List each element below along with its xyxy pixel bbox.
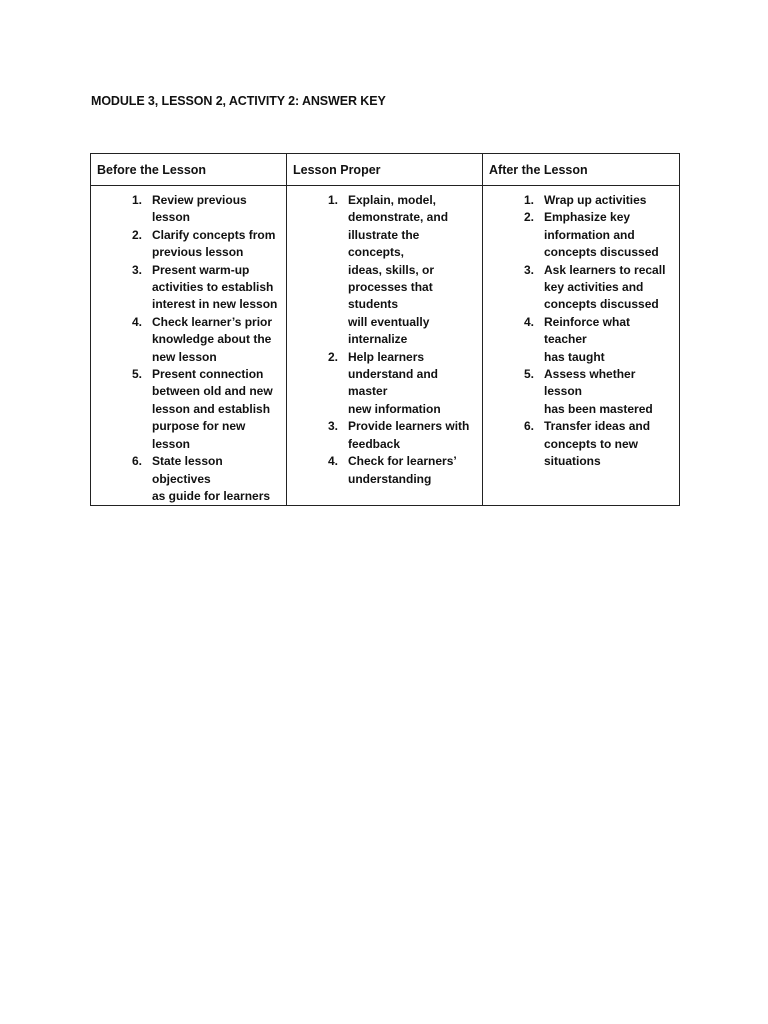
list-item — [483, 314, 673, 366]
header-before-the-lesson: Before the Lesson — [91, 154, 287, 186]
before-lesson-list — [91, 192, 280, 505]
list-item-text — [338, 192, 476, 349]
header-after-the-lesson: After the Lesson — [483, 154, 680, 186]
list-item-line: Wrap up activities — [544, 193, 647, 207]
cell-after-the-lesson — [483, 186, 680, 506]
list-item-text — [338, 418, 476, 453]
list-item-line: key activities and — [544, 280, 644, 295]
list-item-line: concepts to new — [544, 436, 639, 451]
list-item-number: 2. — [327, 349, 338, 364]
list-item-text — [338, 349, 476, 419]
list-item-text — [534, 209, 673, 261]
document-title: MODULE 3, LESSON 2, ACTIVITY 2: ANSWER KEY — [91, 94, 386, 108]
list-item-line: Check learner’s prior — [152, 314, 273, 329]
list-item-line: Review previous lesson — [152, 193, 247, 225]
list-item-line: has taught — [544, 349, 605, 364]
list-item-line: Emphasize key — [544, 210, 631, 225]
list-item-line: Explain, model, — [348, 193, 437, 207]
list-item — [91, 453, 280, 505]
list-item — [483, 262, 673, 314]
list-item-text — [338, 453, 476, 488]
list-item — [91, 314, 280, 366]
list-item — [287, 349, 476, 419]
list-item-line: concepts discussed — [544, 297, 659, 312]
list-item-line: demonstrate, and — [348, 210, 449, 225]
list-item-line: feedback — [348, 436, 401, 451]
list-item-text — [142, 192, 280, 227]
list-item — [91, 366, 280, 453]
list-item-line: Reinforce what teacher — [544, 314, 631, 347]
list-item-text — [142, 227, 280, 262]
list-item-line: Present warm-up — [152, 262, 250, 277]
list-item-number: 3. — [523, 262, 534, 277]
list-item-number: 3. — [327, 419, 338, 434]
lesson-proper-list — [287, 192, 476, 488]
list-item-line: Ask learners to recall — [544, 262, 666, 277]
list-item-number: 1. — [327, 193, 338, 207]
list-item-number: 4. — [327, 454, 338, 469]
list-item-line: Assess whether lesson — [544, 367, 636, 399]
list-item-line: new information — [348, 401, 441, 416]
cell-before-the-lesson — [91, 186, 287, 506]
list-item-line: Provide learners with — [348, 419, 470, 434]
list-item — [91, 262, 280, 314]
list-item-line: understanding — [348, 471, 432, 486]
list-item — [91, 192, 280, 227]
list-item-number: 4. — [131, 314, 142, 329]
cell-lesson-proper — [287, 186, 483, 506]
after-lesson-list — [483, 192, 673, 471]
list-item-line: lesson and establish — [152, 401, 271, 416]
list-item-line: activities to establish — [152, 280, 274, 295]
list-item-text — [142, 453, 280, 505]
list-item-line: concepts discussed — [544, 245, 659, 260]
list-item-text — [534, 262, 673, 314]
list-item-line: as guide for learners — [152, 488, 271, 503]
list-item-number: 3. — [131, 262, 142, 277]
list-item-line: new lesson — [152, 349, 217, 364]
list-item-number: 6. — [131, 454, 142, 469]
list-item-line: purpose for new lesson — [152, 419, 246, 451]
header-lesson-proper: Lesson Proper — [287, 154, 483, 186]
list-item-text — [142, 366, 280, 453]
list-item-line: illustrate the concepts, — [348, 227, 420, 260]
list-item-line: between old and new — [152, 384, 273, 399]
list-item-number: 2. — [131, 227, 142, 242]
table-header-row — [91, 154, 680, 186]
list-item-line: processes that students — [348, 280, 433, 312]
list-item — [287, 192, 476, 349]
list-item-line: Present connection — [152, 367, 264, 382]
list-item-line: Help learners — [348, 349, 425, 364]
list-item-text — [534, 418, 673, 470]
list-item-text — [534, 192, 673, 209]
list-item-text — [142, 314, 280, 366]
list-item-line: knowledge about the — [152, 332, 272, 347]
list-item — [483, 366, 673, 418]
list-item-line: has been mastered — [544, 401, 653, 416]
list-item — [483, 209, 673, 261]
list-item — [287, 453, 476, 488]
list-item-line: Transfer ideas and — [544, 419, 651, 434]
list-item-text — [534, 314, 673, 366]
list-item-number: 1. — [523, 193, 534, 207]
list-item — [287, 418, 476, 453]
list-item-number: 1. — [131, 193, 142, 207]
list-item-text — [534, 366, 673, 418]
list-item-line: will eventually — [348, 314, 430, 329]
list-item-line: ideas, skills, or — [348, 262, 435, 277]
table-body-row — [91, 186, 680, 506]
list-item-number: 5. — [131, 367, 142, 382]
list-item-line: internalize — [348, 332, 408, 347]
answer-key-table — [90, 153, 680, 506]
list-item-line: Check for learners’ — [348, 454, 457, 469]
list-item — [483, 418, 673, 470]
list-item — [483, 192, 673, 209]
list-item-line: Clarify concepts from — [152, 227, 276, 242]
list-item — [91, 227, 280, 262]
list-item-text — [142, 262, 280, 314]
list-item-number: 4. — [523, 314, 534, 329]
list-item-line: understand and master — [348, 367, 439, 399]
list-item-line: information and — [544, 227, 635, 242]
list-item-number: 5. — [523, 367, 534, 382]
list-item-line: State lesson objectives — [152, 454, 223, 486]
list-item-number: 2. — [523, 210, 534, 225]
list-item-line: previous lesson — [152, 245, 244, 260]
list-item-number: 6. — [523, 419, 534, 434]
list-item-line: interest in new lesson — [152, 297, 278, 312]
list-item-line: situations — [544, 454, 601, 469]
